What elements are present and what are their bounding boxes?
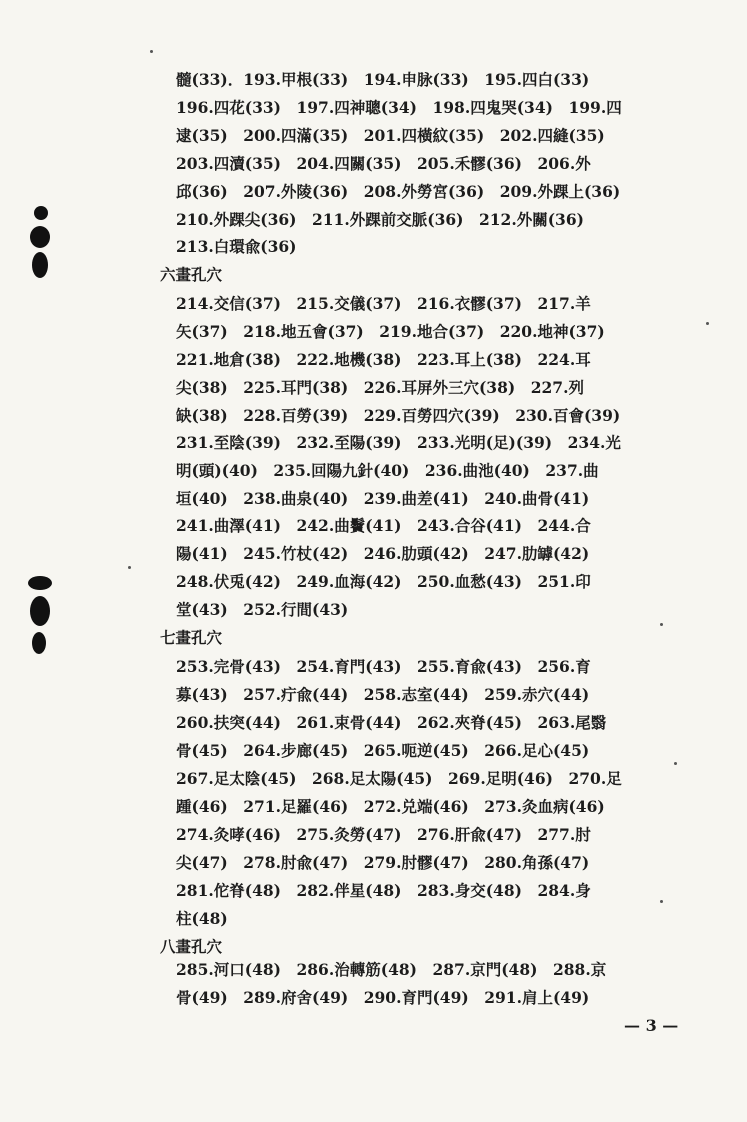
text-line: 垣(40) 238.曲泉(40) 239.曲差(41) 240.曲骨(41) [176, 489, 590, 508]
scan-speck [128, 566, 131, 569]
text-line: 231.至陰(39) 232.至陽(39) 233.光明(足)(39) 234.光 [176, 433, 621, 452]
text-line: 241.曲澤(41) 242.曲鬢(41) 243.合谷(41) 244.合 [176, 516, 591, 535]
text-line: 髓(33)．193.甲根(33) 194.申脉(33) 195.四白(33) [176, 70, 590, 89]
text-line: 尖(38) 225.耳門(38) 226.耳屏外三穴(38) 227.列 [176, 378, 584, 397]
text-line: 281.佗脊(48) 282.伴星(48) 283.身交(48) 284.身 [176, 881, 591, 900]
section-heading: 六畫孔穴 [160, 265, 223, 284]
text-line: 柱(48) [176, 909, 228, 928]
text-line: 196.四花(33) 197.四神聰(34) 198.四鬼哭(34) 199.四 [176, 98, 622, 117]
text-line: 285.河口(48) 286.治轉筋(48) 287.京門(48) 288.京 [176, 960, 607, 979]
text-line: 尖(47) 278.肘兪(47) 279.肘髎(47) 280.角孫(47) [176, 853, 590, 872]
section-heading: 八畫孔穴 [160, 937, 223, 956]
text-line: 陽(41) 245.竹杖(42) 246.肋頭(42) 247.肋罅(42) [176, 544, 590, 563]
scan-speck [660, 623, 663, 626]
scan-speck [150, 50, 153, 53]
text-line: 缺(38) 228.百勞(39) 229.百勞四穴(39) 230.百會(39) [176, 406, 621, 425]
text-line: 274.灸哮(46) 275.灸勞(47) 276.肝兪(47) 277.肘 [176, 825, 591, 844]
text-line: 253.完骨(43) 254.育門(43) 255.育兪(43) 256.育 [176, 657, 591, 676]
text-line: 213.白環兪(36) [176, 237, 297, 256]
text-line: 募(43) 257.疔兪(44) 258.志室(44) 259.赤穴(44) [176, 685, 590, 704]
ink-blot [32, 632, 46, 654]
page-number: — 3 — [624, 1016, 679, 1035]
text-line: 260.扶突(44) 261.束骨(44) 262.夾脊(45) 263.尾翳 [176, 713, 607, 732]
scan-speck [706, 322, 709, 325]
text-line: 矢(37) 218.地五會(37) 219.地合(37) 220.地神(37) [176, 322, 605, 341]
scan-speck [660, 900, 663, 903]
ink-blot [30, 596, 50, 626]
ink-blot [34, 206, 48, 220]
section-heading: 七畫孔穴 [160, 628, 223, 647]
ink-blot [32, 252, 48, 278]
text-line: 221.地倉(38) 222.地機(38) 223.耳上(38) 224.耳 [176, 350, 591, 369]
text-line: 214.交信(37) 215.交儀(37) 216.衣髎(37) 217.羊 [176, 294, 591, 313]
text-line: 210.外踝尖(36) 211.外踝前交脈(36) 212.外關(36) [176, 210, 584, 229]
text-line: 骨(45) 264.步廊(45) 265.呃逆(45) 266.足心(45) [176, 741, 590, 760]
text-line: 骨(49) 289.府舍(49) 290.育門(49) 291.肩上(49) [176, 988, 590, 1007]
text-line: 267.足太陰(45) 268.足太陽(45) 269.足明(46) 270.足 [176, 769, 622, 788]
text-line: 堂(43) 252.行間(43) [176, 600, 349, 619]
text-line: 203.四瀆(35) 204.四關(35) 205.禾髎(36) 206.外 [176, 154, 591, 173]
text-line: 逮(35) 200.四滿(35) 201.四橫紋(35) 202.四縫(35) [176, 126, 605, 145]
text-line: 明(頭)(40) 235.回陽九針(40) 236.曲池(40) 237.曲 [176, 461, 599, 480]
ink-blot [28, 576, 52, 590]
text-line: 邱(36) 207.外陵(36) 208.外勞宮(36) 209.外踝上(36) [176, 182, 621, 201]
text-line: 248.伏兎(42) 249.血海(42) 250.血愁(43) 251.印 [176, 572, 591, 591]
scan-speck [674, 762, 677, 765]
ink-blot [30, 226, 50, 248]
text-line: 踵(46) 271.足羅(46) 272.兑端(46) 273.灸血病(46) [176, 797, 605, 816]
